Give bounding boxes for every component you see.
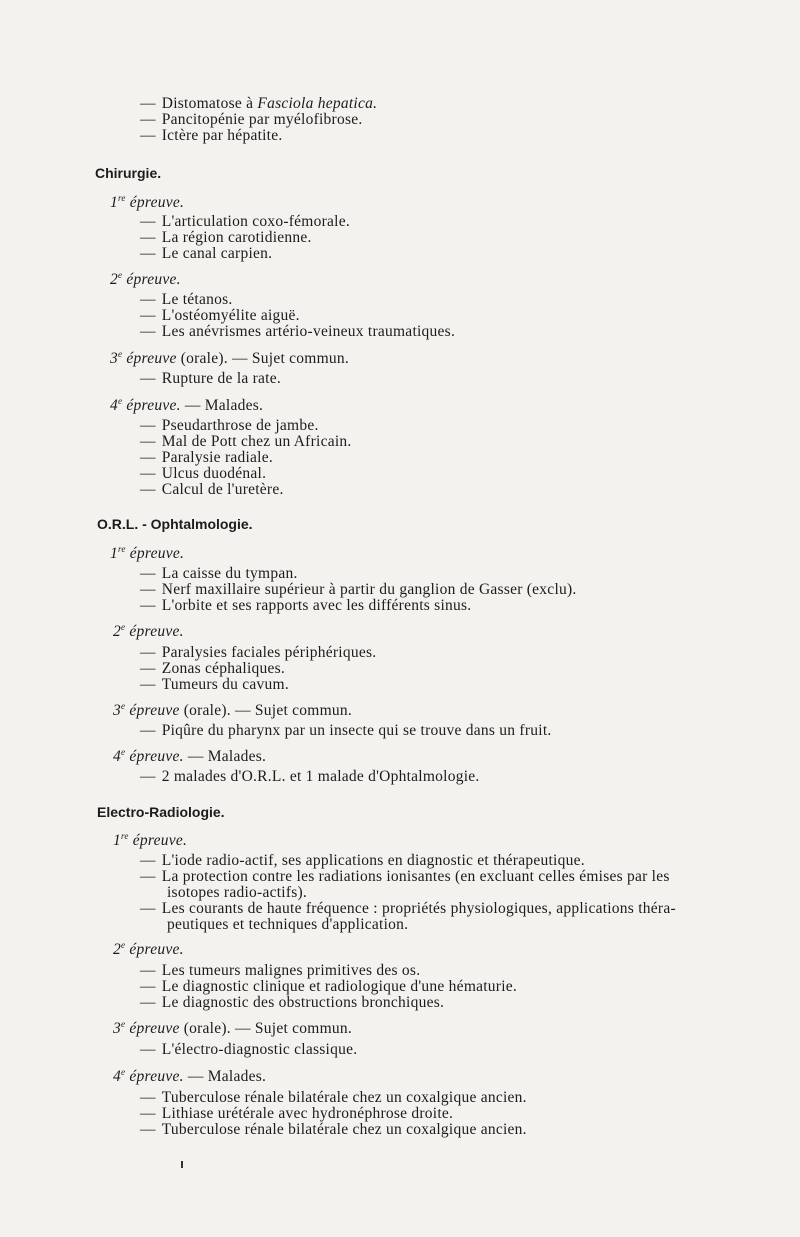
list-item: — Ulcus duodénal. xyxy=(140,465,267,482)
list-item: — Rupture de la rate. xyxy=(140,370,281,387)
list-item: — Le tétanos. xyxy=(140,291,233,308)
list-item: — La protection contre les radiations ionisantes (en excluant celles émises par les xyxy=(140,868,670,885)
list-item: — Zonas céphaliques. xyxy=(140,660,286,677)
list-item: — Calcul de l'uretère. xyxy=(140,481,284,498)
list-item: — 2 malades d'O.R.L. et 1 malade d'Ophtalmologie. xyxy=(140,768,480,785)
list-item: — Paralysie radiale. xyxy=(140,449,273,466)
section-title-electro-radiologie: Electro-Radiologie. xyxy=(97,804,225,820)
list-item: — Mal de Pott chez un Africain. xyxy=(140,433,352,450)
list-item: — Tuberculose rénale bilatérale chez un coxalgique ancien. xyxy=(140,1089,527,1106)
epreuve-heading: 1re épreuve. xyxy=(110,543,185,562)
list-item: — L'électro-diagnostic classique. xyxy=(140,1041,358,1058)
section-title-chirurgie: Chirurgie. xyxy=(95,165,162,181)
list-item: — Lithiase urétérale avec hydronéphrose droite. xyxy=(140,1105,454,1122)
intro-line-2: — Pancitopénie par myélofibrose. xyxy=(140,111,363,128)
epreuve-heading: 4e épreuve. — Malades. xyxy=(113,1066,267,1085)
list-item: — Le diagnostic des obstructions bronchiques. xyxy=(140,994,445,1011)
epreuve-heading: 3e épreuve (orale). — Sujet commun. xyxy=(113,700,353,719)
list-item-continuation: peutiques et techniques d'application. xyxy=(167,916,409,933)
stray-print-mark xyxy=(181,1161,183,1168)
epreuve-heading: 3e épreuve (orale). — Sujet commun. xyxy=(113,1018,353,1037)
list-item: — L'iode radio-actif, ses applications en diagnostic et thérapeutique. xyxy=(140,852,585,869)
list-item: — Les courants de haute fréquence : propriétés physiologiques, applications théra- xyxy=(140,900,676,917)
epreuve-heading: 1re épreuve. xyxy=(110,192,185,211)
list-item: — Tumeurs du cavum. xyxy=(140,676,289,693)
epreuve-heading: 4e épreuve. — Malades. xyxy=(113,746,267,765)
epreuve-heading: 1re épreuve. xyxy=(113,830,188,849)
list-item: — Pseudarthrose de jambe. xyxy=(140,417,319,434)
section-title-orl: O.R.L. - Ophtalmologie. xyxy=(97,516,253,532)
intro-line-1: — Distomatose à Fasciola hepatica. xyxy=(140,95,378,112)
list-item: — L'orbite et ses rapports avec les différents sinus. xyxy=(140,597,472,614)
list-item: — Nerf maxillaire supérieur à partir du ganglion de Gasser (exclu). xyxy=(140,581,577,598)
epreuve-heading: 2e épreuve. xyxy=(113,621,184,640)
list-item: — L'ostéomyélite aiguë. xyxy=(140,307,300,324)
list-item: — Les anévrismes artério-veineux traumatiques. xyxy=(140,323,456,340)
intro-line-3: — Ictère par hépatite. xyxy=(140,127,283,144)
epreuve-heading: 3e épreuve (orale). — Sujet commun. xyxy=(110,348,350,367)
list-item: — Tuberculose rénale bilatérale chez un coxalgique ancien. xyxy=(140,1121,527,1138)
list-item: — L'articulation coxo-fémorale. xyxy=(140,213,350,230)
list-item: — La caisse du tympan. xyxy=(140,565,298,582)
list-item: — Le diagnostic clinique et radiologique d'une hématurie. xyxy=(140,978,518,995)
list-item: — Le canal carpien. xyxy=(140,245,273,262)
list-item: — La région carotidienne. xyxy=(140,229,312,246)
epreuve-heading: 2e épreuve. xyxy=(110,269,181,288)
list-item: — Les tumeurs malignes primitives des os. xyxy=(140,962,421,979)
list-item: — Piqûre du pharynx par un insecte qui se trouve dans un fruit. xyxy=(140,722,552,739)
list-item-continuation: isotopes radio-actifs). xyxy=(167,884,308,901)
epreuve-heading: 4e épreuve. — Malades. xyxy=(110,395,264,414)
epreuve-heading: 2e épreuve. xyxy=(113,939,184,958)
list-item: — Paralysies faciales périphériques. xyxy=(140,644,377,661)
